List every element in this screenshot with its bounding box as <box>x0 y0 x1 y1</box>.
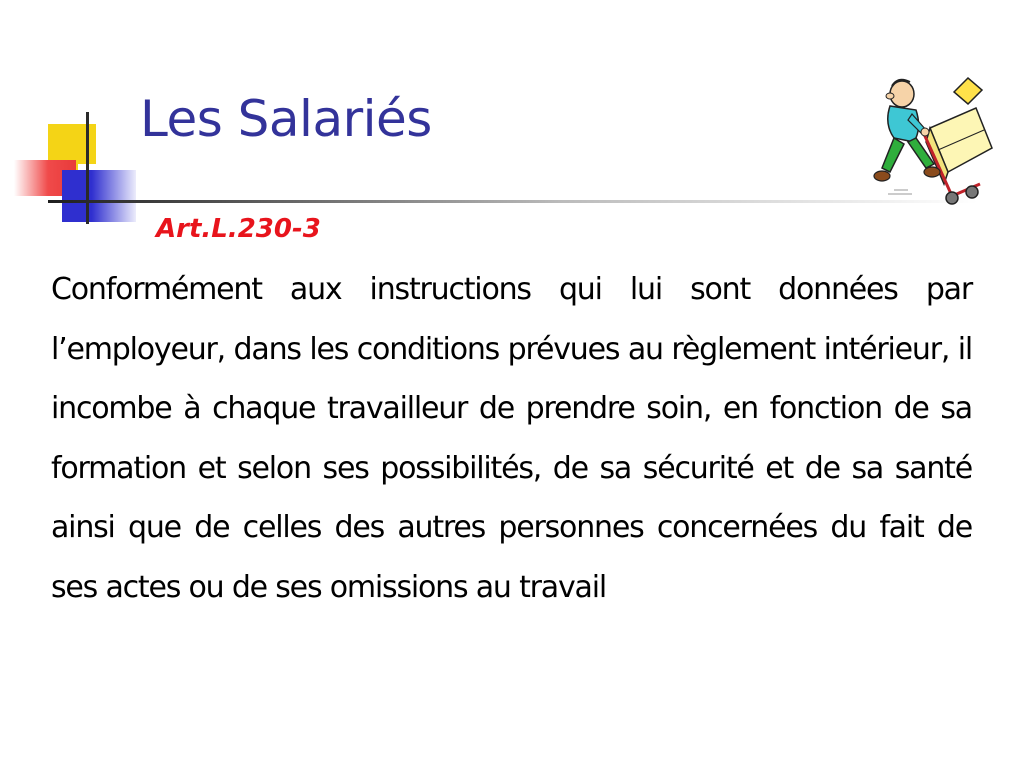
worker-with-hand-truck-icon <box>868 72 1008 212</box>
decor-vertical-line <box>86 112 89 224</box>
article-body-text: Conformément aux instructions qui lui sont données par l’employeur, dans les conditions prévues au règlement intérieur, il incombe à chaque travailleur de prendre soin, en fonction de sa formation et selon ses possibilités, de sa sécurité et de sa santé ainsi que de celles des autres personnes concernées du fait de ses actes ou de ses omissions au travail <box>51 272 972 605</box>
article-reference: Art.L.230-3 <box>156 214 321 244</box>
title-underline <box>48 200 978 203</box>
decor-blue-square <box>62 170 136 222</box>
slide-title: Les Salariés <box>140 90 432 148</box>
